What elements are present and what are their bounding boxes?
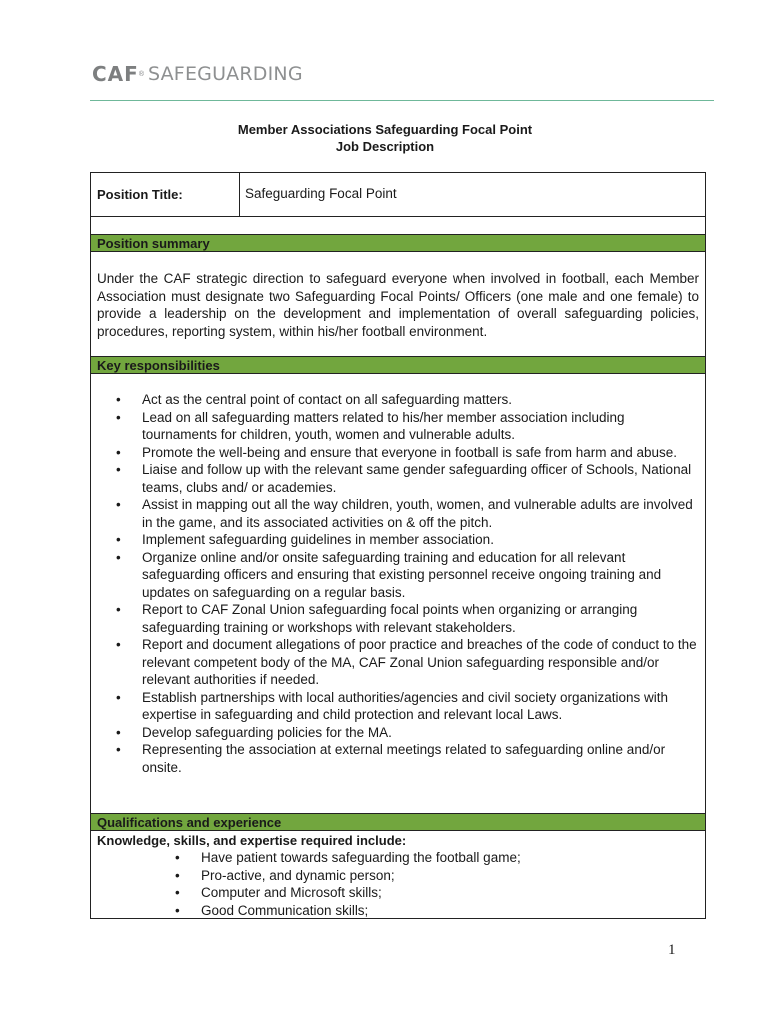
responsibility-item: • Establish partnerships with local authorities/agencies and civil society organizations with expertise in safeguarding and child protection and relevant local Laws. xyxy=(116,689,697,724)
position-summary-text: Under the CAF strategic direction to safeguard everyone when involved in football, each Member Association must designate two Safeguarding Focal Points/ Officers (one male and one female) to provide a leadership on the development and implementation of overall safeguarding policies, procedures, reporting system, within his/her football environment. xyxy=(97,271,699,339)
responsibility-item: • Lead on all safeguarding matters related to his/her member association including tournaments for children, youth, women and vulnerable adults. xyxy=(116,409,697,444)
responsibility-item: • Organize online and/or onsite safeguarding training and education for all relevant safeguarding officers and ensuring that existing personnel receive ongoing training and updates on safeguarding on a regular basis. xyxy=(116,549,697,602)
responsibility-item: • Report and document allegations of poor practice and breaches of the code of conduct to the relevant competent body of the MA, CAF Zonal Union safeguarding responsible and/or relevant authorities if needed. xyxy=(116,636,697,689)
position-title-row xyxy=(91,173,705,217)
responsibilities-list xyxy=(116,391,697,776)
responsibility-item: • Report to CAF Zonal Union safeguarding focal points when organizing or arranging safeguarding training or workshops with relevant stakeholders. xyxy=(116,601,697,636)
responsibility-item: • Act as the central point of contact on all safeguarding matters. xyxy=(116,391,697,409)
qualifications-list xyxy=(175,849,697,919)
logo-caf-text: CAF xyxy=(92,62,139,86)
responsibility-item: • Assist in mapping out all the way children, youth, women, and vulnerable adults are involved in the game, and its associated activities on & off the pitch. xyxy=(116,496,697,531)
position-title-label: Position Title: xyxy=(97,187,183,202)
qualification-item: • Have patient towards safeguarding the football game; xyxy=(175,849,697,867)
logo-registered-mark: ® xyxy=(138,70,144,78)
key-responsibilities-header: Key responsibilities xyxy=(91,356,705,374)
responsibility-item: • Develop safeguarding policies for the MA. xyxy=(116,724,697,742)
qualification-item: • Good Communication skills; xyxy=(175,902,697,920)
caf-safeguarding-logo xyxy=(92,62,303,86)
document-title xyxy=(90,121,680,155)
position-title-value: Safeguarding Focal Point xyxy=(245,186,397,201)
job-description-table xyxy=(90,172,706,919)
header-divider xyxy=(90,100,714,101)
document-title-line2: Job Description xyxy=(335,139,435,154)
qualification-item: • Pro-active, and dynamic person; xyxy=(175,867,697,885)
position-column-divider xyxy=(239,173,240,217)
responsibility-item: • Implement safeguarding guidelines in member association. xyxy=(116,531,697,549)
table-spacer-row xyxy=(91,217,705,235)
qualifications-header: Qualifications and experience xyxy=(91,813,705,831)
page-number: 1 xyxy=(668,942,676,958)
responsibility-item: • Liaise and follow up with the relevant same gender safeguarding officer of Schools, National teams, clubs and/ or academies. xyxy=(116,461,697,496)
qualification-item: • Computer and Microsoft skills; xyxy=(175,884,697,902)
responsibility-item: • Representing the association at external meetings related to safeguarding online and/or onsite. xyxy=(116,741,697,776)
position-summary-header: Position summary xyxy=(91,234,705,252)
responsibility-item: • Promote the well-being and ensure that everyone in football is safe from harm and abuse. xyxy=(116,444,697,462)
qualifications-intro: Knowledge, skills, and expertise required include: xyxy=(97,833,407,848)
logo-safeguarding-text: SAFEGUARDING xyxy=(148,63,303,85)
document-title-line1: Member Associations Safeguarding Focal Point xyxy=(237,122,533,137)
